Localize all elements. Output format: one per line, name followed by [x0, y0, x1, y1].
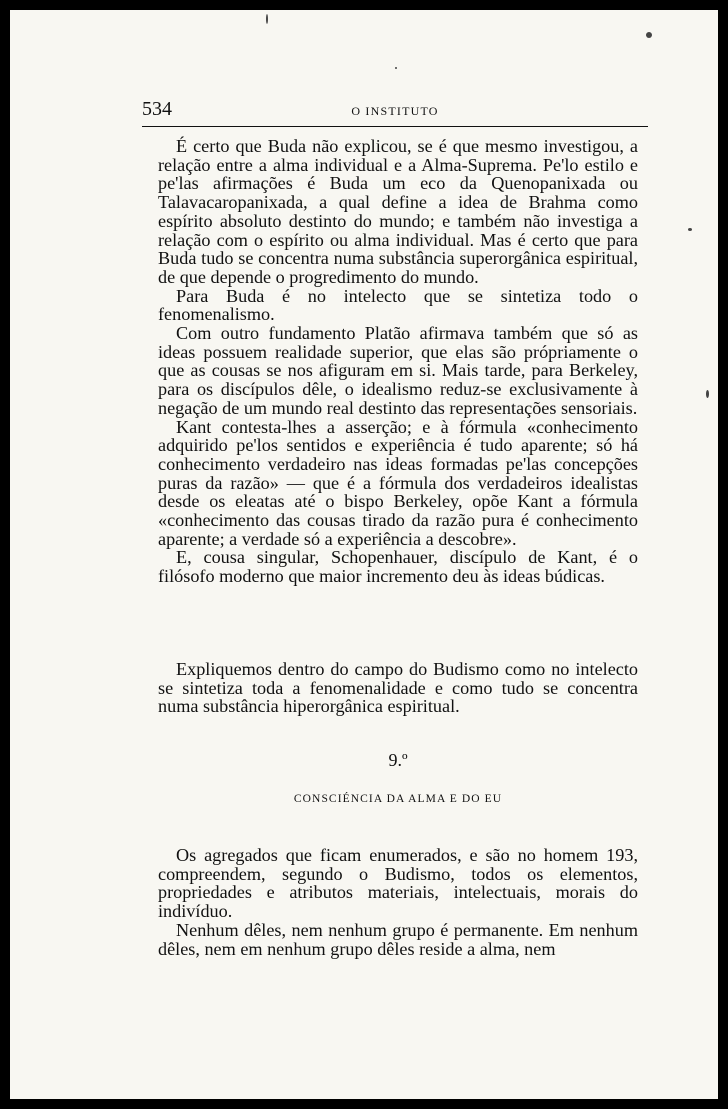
- scan-speck: [688, 228, 692, 231]
- text-block-summary: [158, 660, 638, 716]
- page-number: 534: [142, 98, 172, 120]
- paragraph: Kant contesta-lhes a asserção; e à fórmula «conhecimento adquirido pe'los sentidos e experiência é tudo aparente; só há conhecimento verdadeiro nas ideas formadas pe'las concepções puras da razão» — que é a fórmula dos verdadeiros idealistas desde os eleatas até o bispo Berkeley, opõe Kant a fórmula «conhecimento das cousas tirado da razão pura é conhecimento aparente; a verdade só a experiência a descobre».: [158, 416, 638, 549]
- section-title: CONSCIÉNCIA DA ALMA E DO EU: [293, 793, 503, 805]
- section-number: 9.º: [388, 750, 408, 770]
- book-page: [10, 10, 718, 1099]
- scan-speck: [266, 14, 268, 24]
- paragraph: Com outro fundamento Platão afirmava também que só as ideas possuem realidade superior, que elas são própriamente o que as cousas se nos afiguram em si. Mais tarde, para Berkeley, para os discípulos dêle, o idealismo reduz-se exclusivamente à negação de um mundo real destinto das representações sensoriais.: [158, 323, 638, 418]
- scan-speck: [395, 67, 397, 69]
- text-block-main: [158, 137, 638, 586]
- text-block-section: [158, 846, 638, 958]
- page-header: [142, 98, 648, 127]
- running-title: O INSTITUTO: [351, 104, 439, 118]
- paragraph: Os agregados que ficam enumerados, e são no homem 193, compreendem, segundo o Budismo, todos os elementos, propriedades e atributos materiais, intelectuais, morais do indivíduo.: [158, 845, 638, 922]
- scan-speck: [706, 390, 709, 398]
- paragraph: E, cousa singular, Schopenhauer, discípulo de Kant, é o filósofo moderno que maior incremento deu às ideas búdicas.: [158, 547, 638, 587]
- paragraph: Expliquemos dentro do campo do Budismo como no intelecto se sintetiza toda a fenomenalidade e como tudo se concentra numa substância hiperorgânica espiritual.: [158, 659, 638, 717]
- paragraph: É certo que Buda não explicou, se é que mesmo investigou, a relação entre a alma individual e a Alma-Suprema. Pe'lo estilo e pe'las afirmações é Buda um eco da Quenopanixada ou Talavacaropanixada, a qual define a idea de Brahma como espírito absoluto destinto do mundo; e também não investiga a relação com o espírito ou alma individual. Mas é certo que para Buda tudo se concentra numa substância superorgânica espiritual, de que depende o progredimento do mundo.: [158, 136, 638, 287]
- paragraph: Nenhum dêles, nem nenhum grupo é permanente. Em nenhum dêles, nem em nenhum grupo dêles reside a alma, nem: [158, 919, 638, 959]
- paragraph: Para Buda é no intelecto que se sintetiza todo o fenomenalismo.: [158, 285, 638, 325]
- scan-speck: [646, 32, 652, 38]
